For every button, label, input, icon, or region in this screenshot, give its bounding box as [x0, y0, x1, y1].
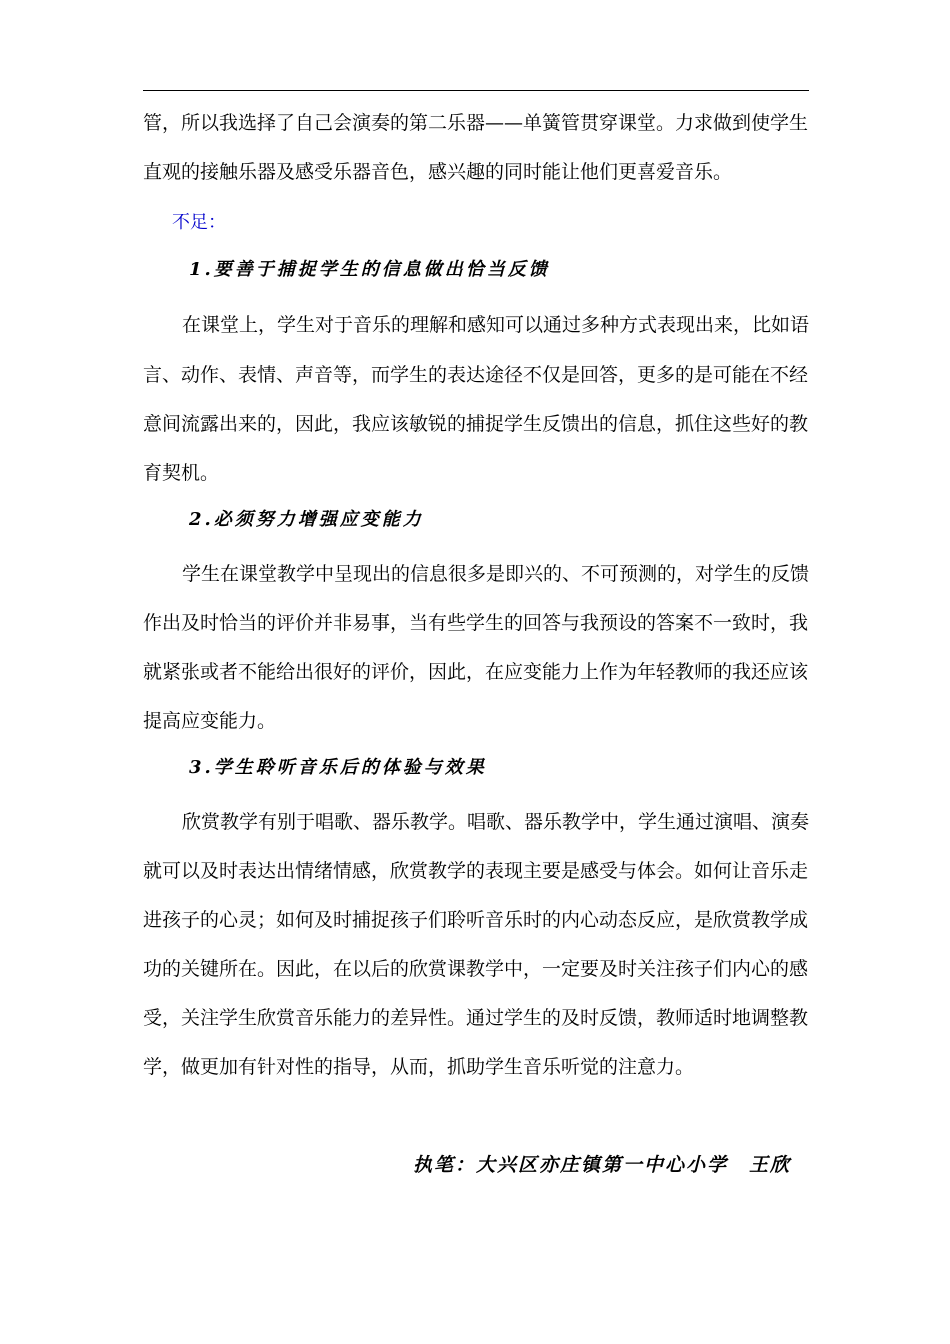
point-3-heading: 3.学生聆听音乐后的体验与效果 — [189, 757, 487, 778]
point-3-line-3: 进孩子的心灵；如何及时捕捉孩子们聆听音乐时的内心动态反应，是欣赏教学成 — [143, 909, 809, 931]
point-3-line-6: 学，做更加有针对性的指导，从而，抓助学生音乐听觉的注意力。 — [143, 1056, 695, 1078]
author-signature: 执笔：大兴区亦庄镇第一中心小学 王欣 — [413, 1154, 792, 1176]
point-1-line-1: 在课堂上，学生对于音乐的理解和感知可以通过多种方式表现出来，比如语 — [182, 314, 810, 336]
point-1-line-2: 言、动作、表情、声音等，而学生的表达途径不仅是回答，更多的是可能在不经 — [143, 364, 809, 386]
point-1-heading: 1.要善于捕捉学生的信息做出恰当反馈 — [189, 259, 550, 280]
intro-line-2: 直观的接触乐器及感受乐器音色，感兴趣的同时能让他们更喜爱音乐。 — [143, 161, 733, 183]
point-3-line-4: 功的关键所在。因此，在以后的欣赏课教学中，一定要及时关注孩子们内心的感 — [143, 958, 809, 980]
header-rule — [143, 90, 809, 91]
point-3-line-2: 就可以及时表达出情绪情感，欣赏教学的表现主要是感受与体会。如何让音乐走 — [143, 860, 809, 882]
intro-line-1: 管，所以我选择了自己会演奏的第二乐器——单簧管贯穿课堂。力求做到使学生 — [143, 112, 809, 134]
point-3-line-5: 受，关注学生欣赏音乐能力的差异性。通过学生的及时反馈，教师适时地调整教 — [143, 1007, 809, 1029]
point-2-line-4: 提高应变能力。 — [143, 710, 277, 732]
section-label-shortcomings: 不足： — [172, 212, 226, 233]
point-2-line-2: 作出及时恰当的评价并非易事，当有些学生的回答与我预设的答案不一致时，我 — [143, 612, 809, 634]
point-2-line-1: 学生在课堂教学中呈现出的信息很多是即兴的、不可预测的，对学生的反馈 — [182, 563, 810, 585]
point-3-line-1: 欣赏教学有别于唱歌、器乐教学。唱歌、器乐教学中，学生通过演唱、演奏 — [182, 811, 810, 833]
point-1-line-3: 意间流露出来的，因此，我应该敏锐的捕捉学生反馈出的信息，抓住这些好的教 — [143, 413, 809, 435]
point-2-heading: 2.必须努力增强应变能力 — [189, 509, 424, 530]
point-2-line-3: 就紧张或者不能给出很好的评价，因此，在应变能力上作为年轻教师的我还应该 — [143, 661, 809, 683]
point-1-line-4: 育契机。 — [143, 462, 220, 484]
